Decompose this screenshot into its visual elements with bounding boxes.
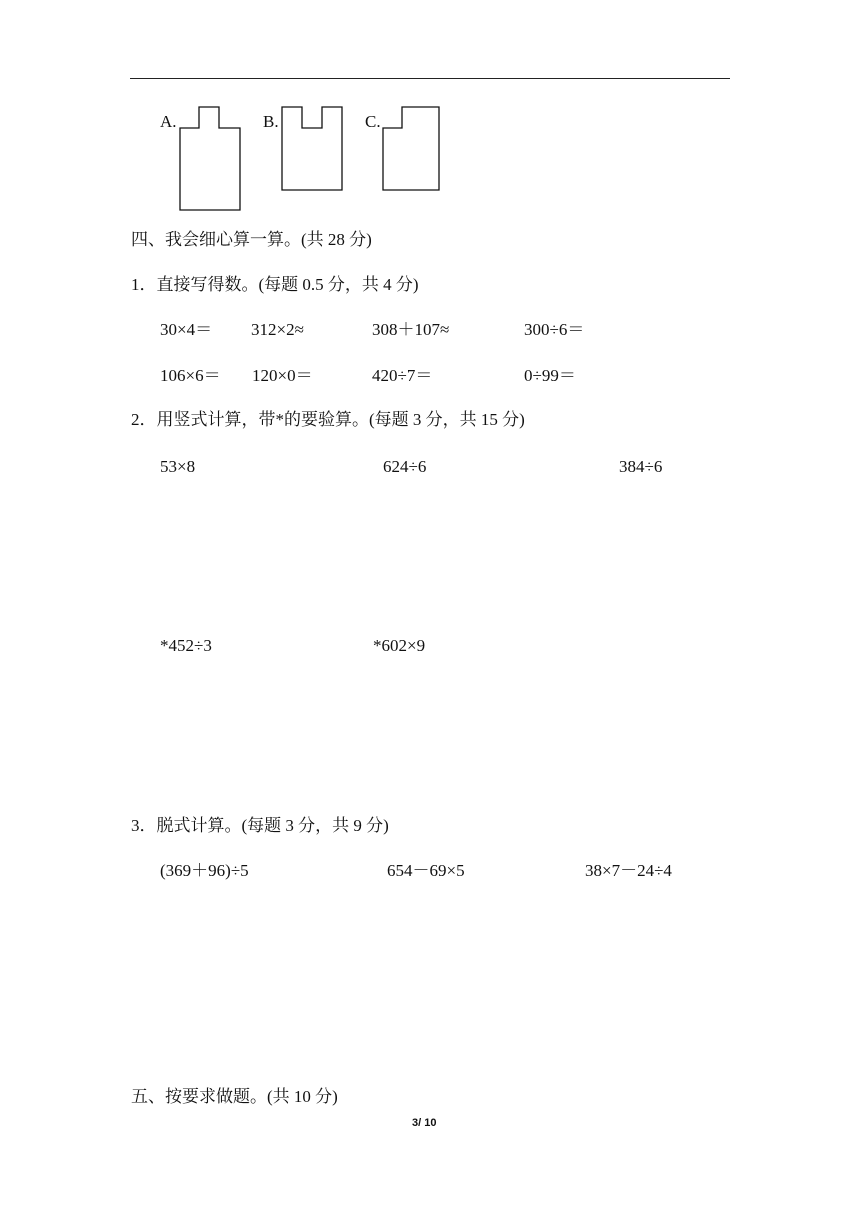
option-c-figure — [381, 104, 443, 194]
option-b-label: B. — [263, 112, 279, 131]
option-c-label: C. — [365, 112, 381, 131]
option-b-figure — [280, 104, 346, 194]
q1-item: 0÷99＝ — [524, 366, 576, 385]
q1-item: 106×6＝ — [160, 366, 221, 385]
q2-title: 2．用竖式计算，带*的要验算。(每题 3 分，共 15 分) — [131, 410, 525, 429]
section5-title: 五、按要求做题。(共 10 分) — [131, 1087, 338, 1106]
q2-item: *602×9 — [373, 636, 426, 655]
q1-item: 120×0＝ — [252, 366, 313, 385]
q1-item: 308＋107≈ — [372, 320, 450, 339]
q1-item: 312×2≈ — [251, 320, 304, 339]
q1-item: 30×4＝ — [160, 320, 213, 339]
q1-item: 300÷6＝ — [524, 320, 585, 339]
q1-item: 420÷7＝ — [372, 366, 433, 385]
header-rule — [130, 78, 730, 79]
q2-item: 53×8 — [160, 457, 196, 476]
q2-item: *452÷3 — [160, 636, 212, 655]
q3-item: 654－69×5 — [387, 861, 465, 880]
page-number: 3/ 10 — [412, 1117, 437, 1129]
q1-title: 1．直接写得数。(每题 0.5 分，共 4 分) — [131, 275, 419, 294]
q3-item: (369＋96)÷5 — [160, 861, 249, 880]
option-a-label: A. — [160, 112, 177, 131]
q3-title: 3．脱式计算。(每题 3 分，共 9 分) — [131, 816, 389, 835]
q2-item: 624÷6 — [383, 457, 427, 476]
q3-item: 38×7－24÷4 — [585, 861, 672, 880]
option-a-figure — [178, 104, 244, 214]
q2-item: 384÷6 — [619, 457, 663, 476]
section4-title: 四、我会细心算一算。(共 28 分) — [131, 230, 372, 249]
